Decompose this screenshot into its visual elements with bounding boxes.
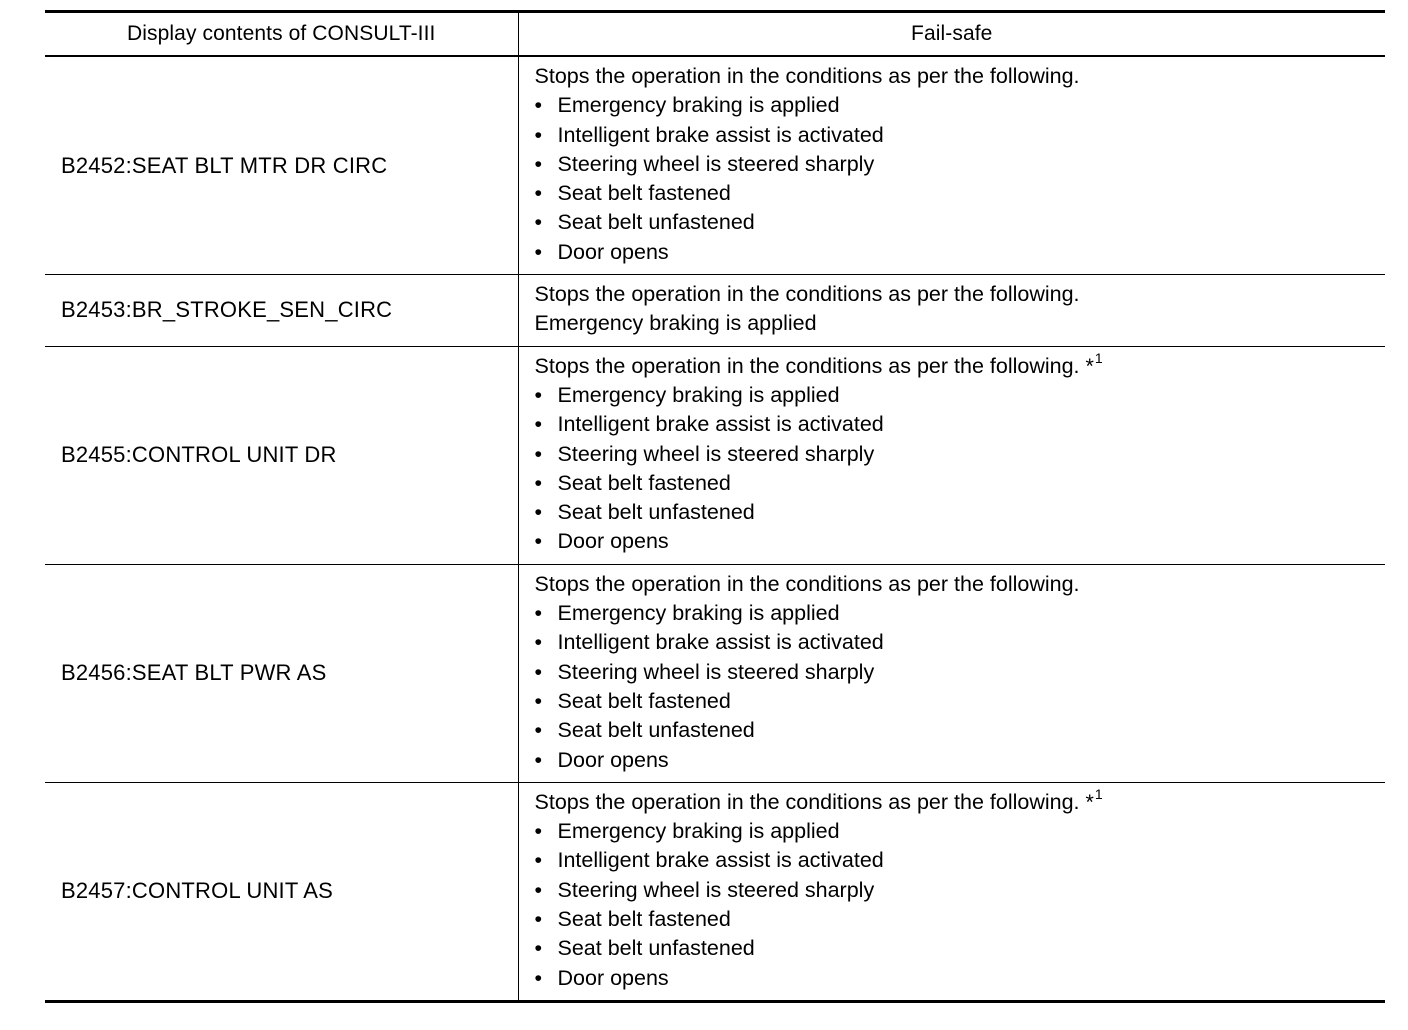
condition-text: Seat belt fastened	[557, 181, 731, 206]
dtc-code: B2457:CONTROL UNIT AS	[61, 878, 333, 904]
bullet-icon: •	[534, 122, 543, 147]
fail-safe-intro	[534, 349, 1386, 381]
condition-item	[535, 964, 1386, 993]
fail-safe-cell	[518, 56, 1385, 275]
condition-text: Seat belt fastened	[557, 907, 731, 932]
condition-text: Seat belt unfastened	[557, 210, 755, 235]
condition-item	[535, 905, 1386, 934]
condition-item	[535, 687, 1386, 716]
dtc-code: B2456:SEAT BLT PWR AS	[61, 660, 327, 686]
condition-text: Emergency braking is applied	[557, 382, 840, 407]
bullet-icon: •	[534, 93, 543, 118]
condition-item	[535, 238, 1386, 267]
table-row	[45, 275, 1385, 347]
condition-item	[535, 599, 1386, 628]
table-body	[45, 56, 1385, 1001]
condition-item	[535, 846, 1386, 875]
condition-text: Seat belt fastened	[557, 688, 731, 713]
header-display-contents: Display contents of CONSULT-III	[45, 12, 518, 57]
condition-text: Steering wheel is steered sharply	[557, 877, 875, 902]
table-row	[45, 56, 1385, 275]
condition-item	[535, 381, 1386, 410]
condition-item	[535, 876, 1386, 905]
dtc-code: B2455:CONTROL UNIT DR	[61, 442, 337, 468]
bullet-icon: •	[534, 936, 543, 961]
condition-item	[535, 934, 1386, 963]
condition-text: Intelligent brake assist is activated	[557, 122, 884, 147]
bullet-icon: •	[534, 151, 543, 176]
fail-safe-intro-text: Stops the operation in the conditions as per the following. *	[534, 353, 1094, 378]
fail-safe-intro-text: Stops the operation in the conditions as per the following.	[534, 571, 1080, 596]
condition-item	[535, 121, 1386, 150]
bullet-icon: •	[534, 877, 543, 902]
bullet-icon: •	[534, 718, 543, 743]
fail-safe-intro-text: Stops the operation in the conditions as per the following. *	[534, 789, 1094, 814]
bullet-icon: •	[534, 441, 543, 466]
header-fail-safe: Fail-safe	[518, 12, 1385, 57]
condition-list	[535, 91, 1386, 267]
plain-condition-lines	[535, 309, 1386, 338]
fail-safe-intro	[535, 62, 1386, 91]
bullet-icon: •	[534, 210, 543, 235]
condition-list	[535, 817, 1386, 993]
condition-item	[535, 658, 1386, 687]
fail-safe-cell	[518, 564, 1385, 782]
condition-text: Seat belt unfastened	[557, 936, 755, 961]
condition-text: Door opens	[557, 239, 669, 264]
bullet-icon: •	[534, 965, 543, 990]
dtc-display-cell	[45, 56, 518, 275]
fail-safe-cell	[518, 346, 1385, 564]
condition-item	[535, 498, 1386, 527]
condition-text: Intelligent brake assist is activated	[557, 848, 884, 873]
condition-text: Door opens	[557, 529, 669, 554]
condition-item	[535, 527, 1386, 556]
condition-item	[535, 208, 1386, 237]
fail-safe-intro	[534, 785, 1386, 817]
condition-text: Seat belt unfastened	[557, 718, 755, 743]
bullet-icon: •	[534, 907, 543, 932]
condition-text: Emergency braking is applied	[557, 93, 840, 118]
condition-text: Door opens	[557, 747, 669, 772]
fail-safe-cell	[518, 782, 1385, 1001]
condition-item	[535, 469, 1386, 498]
condition-text: Seat belt unfastened	[557, 500, 755, 525]
condition-item	[535, 150, 1386, 179]
bullet-icon: •	[534, 819, 543, 844]
dtc-code: B2453:BR_STROKE_SEN_CIRC	[61, 297, 393, 323]
footnote-mark: 1	[1094, 785, 1103, 802]
condition-text: Emergency braking is applied	[557, 819, 840, 844]
bullet-icon: •	[534, 382, 543, 407]
condition-item	[535, 410, 1386, 439]
bullet-icon: •	[534, 470, 543, 495]
condition-item	[535, 716, 1386, 745]
bullet-icon: •	[534, 659, 543, 684]
bullet-icon: •	[534, 239, 543, 264]
footnote-mark: 1	[1094, 349, 1103, 366]
condition-text: Seat belt fastened	[557, 470, 731, 495]
dtc-display-cell	[45, 564, 518, 782]
bullet-icon: •	[534, 500, 543, 525]
bullet-icon: •	[534, 630, 543, 655]
condition-list	[535, 381, 1386, 557]
fail-safe-intro-text: Stops the operation in the conditions as per the following.	[534, 282, 1080, 307]
dtc-display-cell	[45, 275, 518, 347]
condition-text: Door opens	[557, 965, 669, 990]
dtc-display-cell	[45, 346, 518, 564]
fail-safe-table	[45, 10, 1385, 1003]
condition-text: Emergency braking is applied	[557, 601, 840, 626]
bullet-icon: •	[534, 848, 543, 873]
bullet-icon: •	[534, 747, 543, 772]
condition-text: Intelligent brake assist is activated	[557, 630, 884, 655]
condition-item	[535, 746, 1386, 775]
condition-text: Steering wheel is steered sharply	[557, 441, 875, 466]
fail-safe-intro-text: Stops the operation in the conditions as per the following.	[534, 64, 1080, 88]
condition-text: Steering wheel is steered sharply	[557, 659, 875, 684]
condition-item	[535, 91, 1386, 120]
dtc-code: B2452:SEAT BLT MTR DR CIRC	[61, 152, 388, 178]
plain-condition-line: Emergency braking is applied	[534, 311, 817, 336]
condition-list	[535, 599, 1386, 775]
bullet-icon: •	[534, 181, 543, 206]
condition-item	[535, 179, 1386, 208]
fail-safe-intro	[535, 570, 1386, 599]
bullet-icon: •	[534, 688, 543, 713]
fail-safe-cell	[518, 275, 1385, 347]
bullet-icon: •	[534, 601, 543, 626]
fail-safe-intro	[535, 280, 1386, 309]
table-header-row	[45, 12, 1385, 57]
bullet-icon: •	[534, 412, 543, 437]
dtc-display-cell	[45, 782, 518, 1001]
table-row	[45, 564, 1385, 782]
condition-item	[535, 628, 1386, 657]
table-row	[45, 782, 1385, 1001]
condition-text: Intelligent brake assist is activated	[557, 412, 884, 437]
condition-item	[535, 440, 1386, 469]
bullet-icon: •	[534, 529, 543, 554]
condition-text: Steering wheel is steered sharply	[557, 151, 875, 176]
condition-item	[535, 817, 1386, 846]
table-row	[45, 346, 1385, 564]
